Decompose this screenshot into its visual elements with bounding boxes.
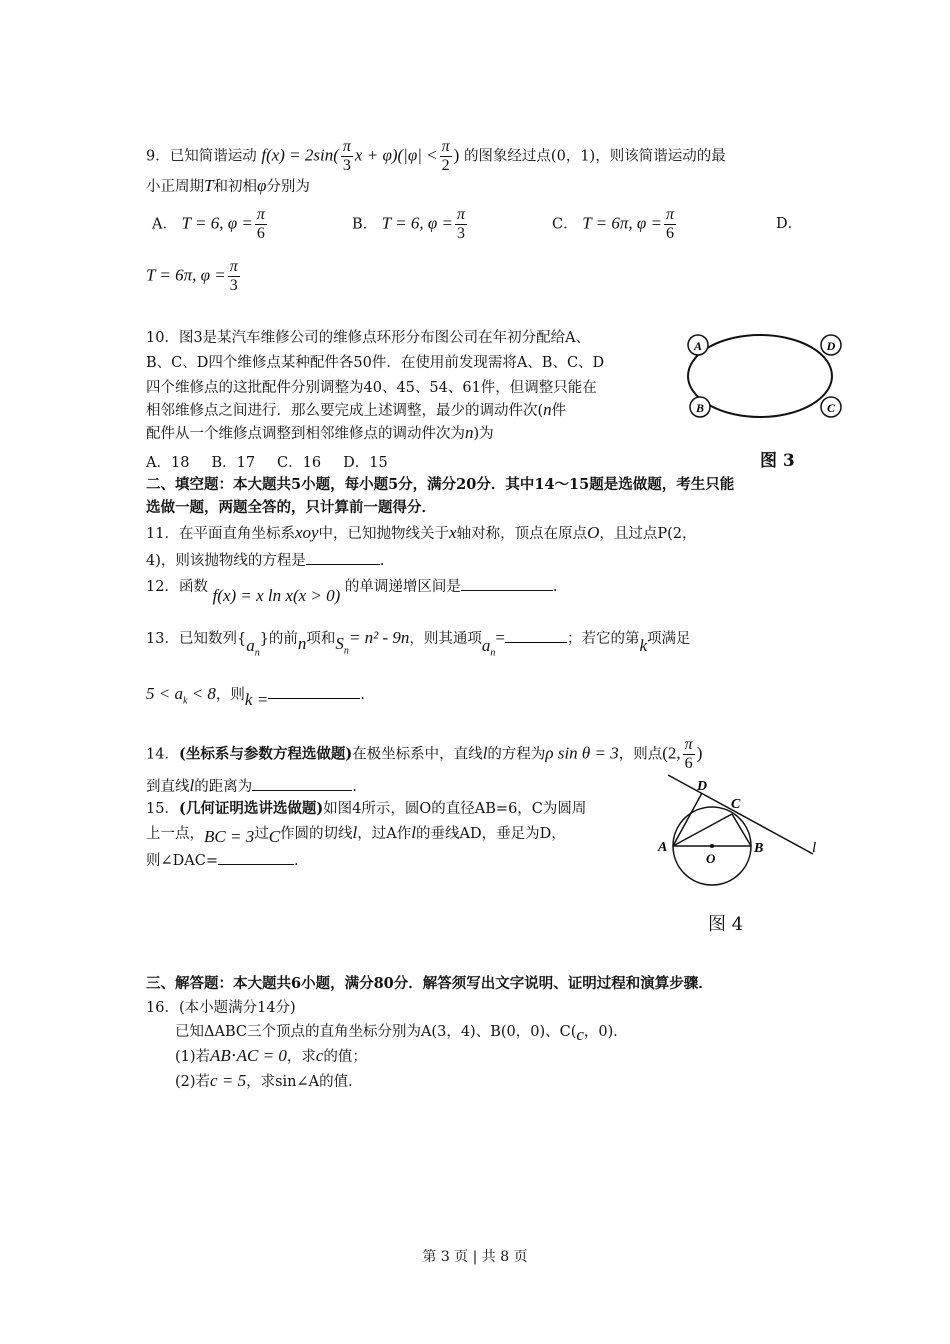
label-b: B (754, 841, 764, 856)
node-b (690, 397, 710, 417)
node-d (821, 335, 841, 355)
svg-text:B: B (695, 401, 705, 415)
label-d: D (697, 779, 708, 794)
q10-line3: 四个维修点的这批配件分别调整为40、45、54、61件，但调整只能在 (146, 380, 597, 396)
q9-option-d: T = 6π, φ = $\frac{\pi}{3}$ (146, 258, 238, 294)
q10-options: A．18 B．17 C．16 D．15 (146, 455, 388, 471)
q10-line5: 配件从一个维修点调整到相邻维修点的调动件次为n)为 (146, 423, 494, 442)
q11-line1: 11．在平面直角坐标系xoy中，已知抛物线关于x轴对称，顶点在原点O，且过点P(2， (146, 523, 697, 542)
q12-line: 12．函数 f(x) = x ln x(x > 0) 的单调递增区间是 . (146, 576, 558, 597)
figure-3-label: 图 3 (760, 451, 795, 471)
q15-answer-blank[interactable] (218, 850, 294, 865)
q15-line3: 则∠DAC= . (146, 850, 299, 871)
q15-line2: 上一点，BC = 3过C作圆的切线l，过A作l的垂线AD，垂足为D， (146, 823, 566, 846)
q10-line4: 相邻维修点之间进行．那么要完成上述调整，最少的调动件次(n件 (146, 400, 567, 419)
q12-answer-blank[interactable] (461, 576, 553, 591)
center-dot (710, 844, 714, 848)
label-o: O (706, 851, 716, 866)
q9-frac-pi2: $\frac{\pi}{2}$ (441, 138, 450, 174)
svg-text:A: A (693, 339, 703, 353)
figure-4-label: 图 4 (708, 914, 744, 935)
q14-line1: 14．(坐标系与参数方程选做题)在极坐标系中，直线l的方程为ρ sin θ = 3，则点(2, $\frac{\pi}{6}$ ) (146, 736, 703, 772)
figure-4 (650, 770, 830, 896)
q9-option-b: B． T = 6, φ = $\frac{\pi}{3}$ (352, 206, 466, 242)
q9-line1: 9．已知简谐运动 f(x) = 2sin( $\frac{\pi}{3}$ x + φ)(|φ| < $\frac{\pi}{2}$ ) 的图象经过点(0，1)，则该简谐运动的最 (146, 138, 726, 174)
q16-line1: 已知ΔABC三个顶点的直角坐标分别为A(3，4)、B(0，0)、C(c，0)． (175, 1024, 628, 1044)
q9-frac-pi3: $\frac{\pi}{3}$ (342, 138, 351, 174)
q9-option-a: A． T = 6, φ = $\frac{\pi}{6}$ (152, 206, 265, 242)
q13-general-term-blank[interactable] (505, 628, 567, 643)
section-2-line1: 二、填空题：本大题共5小题，每小题5分，满分20分．其中14～15题是选做题，考生只能 (146, 476, 735, 493)
q16-part2: (2)若c = 5，求sin∠A的值． (175, 1071, 363, 1090)
figure-3 (680, 326, 850, 430)
label-c: C (731, 797, 741, 812)
q11-line2: 4)，则该抛物线的方程是 . (146, 550, 385, 571)
node-c (821, 397, 841, 417)
label-a: A (658, 840, 668, 855)
svg-text:D: D (826, 339, 836, 353)
q10-line2: B、C、D四个维修点某种配件各50件．在使用前发现需将A、B、C、D (146, 355, 605, 371)
q14-line2: 到直线l的距离为 . (146, 776, 357, 795)
section-3-heading: 三、解答题：本大题共6小题，满分80分．解答须写出文字说明、证明过程和演算步骤． (146, 975, 713, 992)
q9-line2: 小正周期T和初相φ分别为 (146, 176, 310, 195)
svg-text:C: C (826, 401, 836, 415)
q10-line1: 10．图3是某汽车维修公司的维修点环形分布图公司在年初分配给A、 (146, 330, 591, 346)
q14-answer-blank[interactable] (252, 776, 352, 791)
q13-line1: 13．已知数列$\{a_n\}$的前n项和$S_n= n^2 - 9n$，则其通项$a_n=$ ；若它的第k项满足 (146, 628, 691, 659)
q11-answer-blank[interactable] (306, 550, 380, 565)
q16-part1: (1)若AB⋅AC = 0，求c的值； (175, 1046, 367, 1065)
section-2-line2: 选做一题，两题全答的，只计算前一题得分． (146, 499, 436, 516)
q9-option-d-label: D． (776, 216, 803, 232)
label-l: l (812, 840, 817, 856)
q16-title: 16．(本小题满分14分) (146, 1000, 296, 1016)
q9-option-c: C． T = 6π, φ = $\frac{\pi}{6}$ (552, 206, 674, 242)
q15-line1: 15．(几何证明选讲选做题)如图4所示，圆O的直径AB=6，C为圆周 (146, 800, 587, 817)
q13-line2: $5 < a_k < 8$，则k = . (146, 684, 365, 709)
q13-k-blank[interactable] (268, 684, 360, 699)
node-a (688, 335, 708, 355)
page-footer: 第 3 页 | 共 8 页 (422, 1249, 528, 1265)
